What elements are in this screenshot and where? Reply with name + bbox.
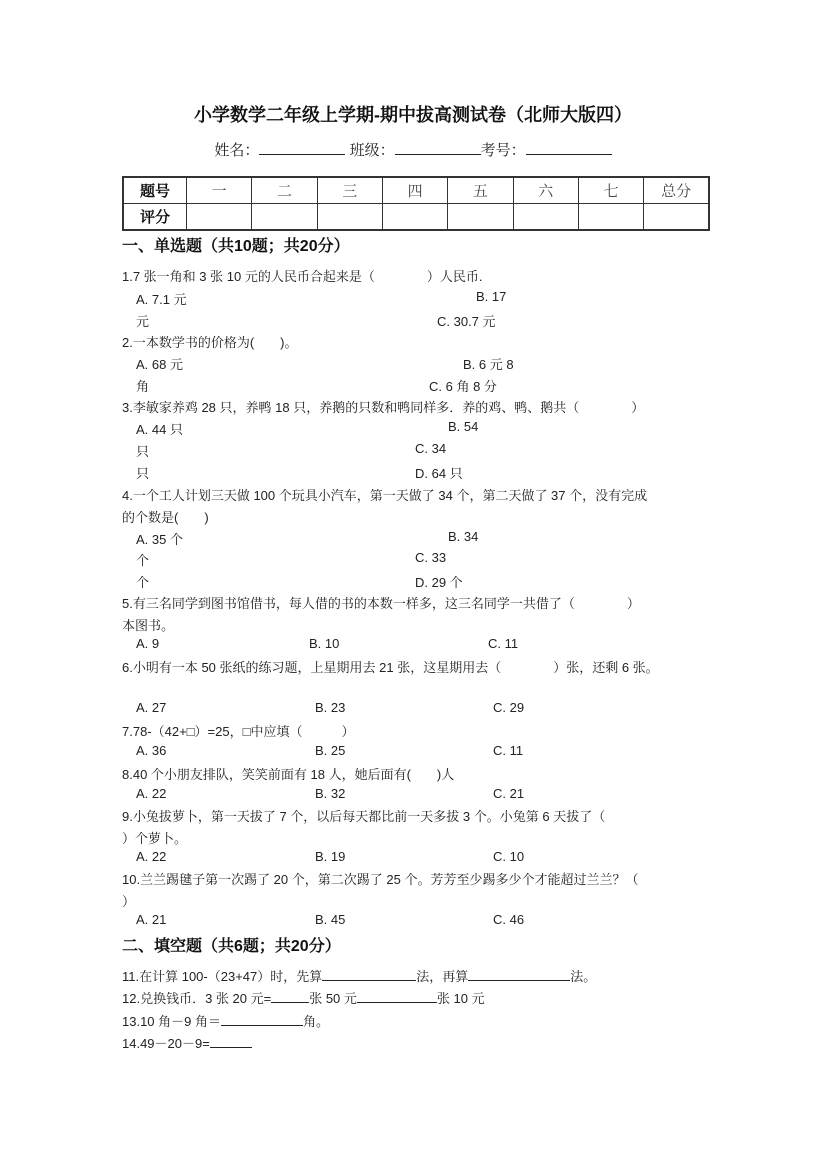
question-5-continuation: 本图书。 (122, 618, 175, 633)
q11-text-2: 法，再算 (416, 969, 469, 984)
option-continuation: 个 (136, 553, 150, 568)
option-continuation: 个 (136, 575, 150, 590)
option[interactable]: C. 30.7 元 (437, 314, 496, 329)
option[interactable]: C. 46 (493, 912, 525, 927)
option[interactable]: B. 45 (315, 912, 346, 927)
q12-text-3: 张 10 元 (436, 991, 485, 1006)
question-1: 1.7 张一角和 3 张 10 元的人民币合起来是（ ）人民币. (122, 269, 483, 284)
option[interactable]: A. 35 个 (136, 532, 183, 547)
option[interactable]: C. 6 角 8 分 (429, 379, 497, 394)
option[interactable]: A. 44 只 (136, 422, 183, 437)
column-header: 七 (578, 177, 643, 204)
column-header: 四 (382, 177, 447, 204)
q13-blank[interactable] (221, 1012, 303, 1026)
q12-blank-1[interactable] (271, 989, 309, 1003)
score-cell[interactable] (513, 204, 578, 231)
column-header: 五 (448, 177, 513, 204)
question-4-continuation: 的个数是( ) (122, 510, 209, 525)
score-row-label: 评分 (123, 204, 187, 231)
q13-text-2: 角。 (303, 1014, 330, 1029)
column-header: 一 (187, 177, 252, 204)
score-cell[interactable] (382, 204, 447, 231)
exam-no-blank[interactable] (526, 140, 612, 155)
score-table-header-row (123, 177, 709, 204)
option[interactable]: A. 22 (136, 849, 167, 864)
q14-text-1: 14.49－20－9= (122, 1036, 210, 1051)
question-6: 6.小明有一本 50 张纸的练习题，上星期用去 21 张，这星期用去（ ）张，还剩 6 张。 (122, 660, 659, 675)
option[interactable]: C. 21 (493, 786, 525, 801)
question-10: 10.兰兰踢毽子第一次踢了 20 个，第二次踢了 25 个。芳芳至少踢多少个才能超过兰兰？（ (122, 872, 639, 887)
q11-blank-2[interactable] (468, 967, 570, 981)
q11-text-1: 11.在计算 100-（23+47）时，先算 (122, 969, 323, 984)
score-cell[interactable] (448, 204, 513, 231)
question-11 (122, 966, 596, 985)
option[interactable]: A. 36 (136, 743, 167, 758)
question-9-continuation: ）个萝卜。 (122, 831, 188, 846)
option[interactable]: A. 21 (136, 912, 167, 927)
student-info-line (0, 139, 826, 160)
name-label: 姓名： (214, 142, 260, 159)
option[interactable]: B. 6 元 8 (463, 357, 514, 372)
question-10-continuation: ） (122, 894, 136, 909)
option[interactable]: B. 10 (309, 636, 340, 651)
section2-heading: 二、填空题（共6题；共20分） (122, 938, 341, 955)
q13-text-1: 13.10 角－9 角＝ (122, 1014, 221, 1029)
option[interactable]: A. 22 (136, 786, 167, 801)
section1-heading: 一、单选题（共10题；共20分） (122, 238, 350, 255)
option[interactable]: B. 19 (315, 849, 346, 864)
score-cell[interactable] (644, 204, 709, 231)
score-cell[interactable] (317, 204, 382, 231)
column-header: 三 (317, 177, 382, 204)
class-label: 班级： (349, 142, 395, 159)
option[interactable]: C. 11 (493, 743, 524, 758)
question-3: 3.李敏家养鸡 28 只，养鸭 18 只，养鹅的只数和鸭同样多．养的鸡、鸭、鹅共（ ） (122, 400, 645, 415)
question-9: 9.小兔拔萝卜，第一天拔了 7 个，以后每天都比前一天多拔 3 个。小兔第 6 天拔了（ (122, 809, 606, 824)
option[interactable]: A. 27 (136, 700, 167, 715)
question-5: 5.有三名同学到图书馆借书，每人借的书的本数一样多，这三名同学一共借了（ ） (122, 596, 640, 611)
option[interactable]: A. 9 (136, 636, 160, 651)
q12-text-2: 张 50 元 (309, 991, 357, 1006)
q11-text-3: 法。 (570, 969, 597, 984)
exam-no-label: 考号： (480, 142, 526, 159)
option-continuation: 元 (136, 314, 150, 329)
score-cell[interactable] (578, 204, 643, 231)
page-title: 小学数学二年级上学期-期中拔高测试卷（北师大版四） (194, 105, 632, 125)
score-cell[interactable] (187, 204, 252, 231)
option-continuation: 角 (136, 379, 150, 394)
q11-blank-1[interactable] (322, 967, 416, 981)
option[interactable]: D. 29 个 (415, 575, 463, 590)
option[interactable]: C. 29 (493, 700, 525, 715)
option[interactable]: B. 17 (476, 289, 507, 304)
question-12 (122, 988, 485, 1007)
score-table (122, 176, 710, 231)
option[interactable]: B. 25 (315, 743, 346, 758)
name-blank[interactable] (259, 140, 345, 155)
option-continuation: 只 (136, 466, 150, 481)
option[interactable]: B. 32 (315, 786, 346, 801)
q14-blank[interactable] (210, 1034, 252, 1048)
option[interactable]: B. 34 (448, 529, 479, 544)
option[interactable]: C. 11 (488, 636, 519, 651)
score-cell[interactable] (252, 204, 317, 231)
question-8: 8.40 个小朋友排队，笑笑前面有 18 人，她后面有( )人 (122, 767, 455, 782)
option[interactable]: B. 54 (448, 419, 479, 434)
option[interactable]: C. 10 (493, 849, 525, 864)
q12-blank-2[interactable] (357, 989, 437, 1003)
option[interactable]: A. 68 元 (136, 357, 183, 372)
option[interactable]: D. 64 只 (415, 466, 463, 481)
class-blank[interactable] (395, 140, 481, 155)
question-2: 2.一本数学书的价格为( )。 (122, 335, 298, 350)
option-continuation: 只 (136, 444, 150, 459)
option[interactable]: A. 7.1 元 (136, 292, 187, 307)
score-table-score-row (123, 204, 709, 231)
column-header: 二 (252, 177, 317, 204)
question-4: 4.一个工人计划三天做 100 个玩具小汽车，第一天做了 34 个，第二天做了 37 个，没有完成 (122, 488, 648, 503)
column-header: 六 (513, 177, 578, 204)
q12-text-1: 12.兑换钱币．3 张 20 元= (122, 991, 272, 1006)
option[interactable]: B. 23 (315, 700, 346, 715)
option[interactable]: C. 33 (415, 550, 447, 565)
column-header: 总分 (644, 177, 709, 204)
option[interactable]: C. 34 (415, 441, 447, 456)
question-14 (122, 1033, 252, 1052)
header-row-label: 题号 (123, 177, 187, 204)
question-7: 7.78-（42+□）=25，□中应填（ ） (122, 724, 355, 739)
question-13 (122, 1011, 329, 1030)
